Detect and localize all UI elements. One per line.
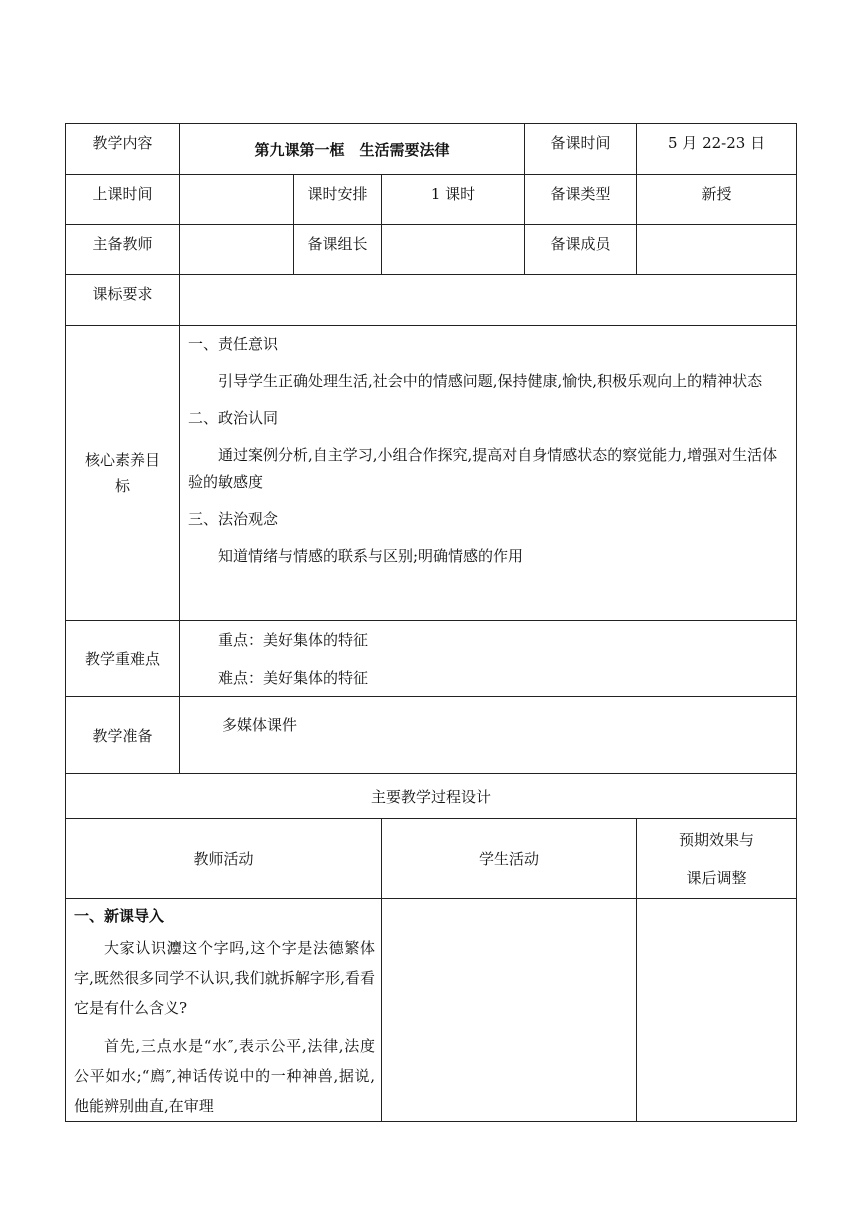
core-heading-2: 二、政治认同	[188, 409, 279, 427]
effect-cell	[637, 899, 797, 1122]
focus-text: 重点：美好集体的特征	[218, 631, 369, 649]
teacher-activity-cell	[66, 899, 382, 1122]
key-points-label: 教学重难点	[66, 621, 180, 697]
core-heading-3: 三、法治观念	[188, 510, 279, 528]
members-label: 备课成员	[525, 225, 637, 275]
members-value	[637, 225, 797, 275]
class-time-value	[180, 175, 294, 225]
content-value: 第九课第一框 生活需要法律	[180, 124, 525, 175]
row-standards	[66, 275, 797, 326]
key-points-content	[180, 621, 797, 697]
row-process-title	[66, 774, 797, 819]
row-content	[66, 124, 797, 175]
preparation-label: 教学准备	[66, 697, 180, 774]
core-heading-1: 一、责任意识	[188, 335, 279, 353]
core-content	[180, 326, 797, 621]
row-staff	[66, 225, 797, 275]
teacher-activity-header: 教师活动	[66, 819, 382, 899]
hours-value: 1 课时	[382, 175, 525, 225]
effect-header-line2: 课后调整	[686, 868, 747, 887]
lesson-para-2: 首先,三点水是“水″,表示公平,法律,法度公平如水;“廌″,神话传说中的一种神兽,据说,他能辨别曲直,在审理	[74, 1037, 375, 1115]
preparation-value: 多媒体课件	[180, 697, 797, 774]
standards-label: 课标要求	[66, 275, 180, 326]
class-time-label: 上课时间	[66, 175, 180, 225]
row-preparation	[66, 697, 797, 774]
prep-type-label: 备课类型	[525, 175, 637, 225]
lesson-heading: 一、新课导入	[74, 907, 165, 925]
student-activity-cell	[382, 899, 637, 1122]
hours-label: 课时安排	[294, 175, 382, 225]
group-leader-label: 备课组长	[294, 225, 382, 275]
core-body-2: 通过案例分析,自主学习,小组合作探究,提高对自身情感状态的察觉能力,增强对生活体验的敏感度	[188, 446, 778, 491]
core-body-1: 引导学生正确处理生活,社会中的情感问题,保持健康,愉快,积极乐观向上的精神状态	[218, 372, 763, 390]
standards-value	[180, 275, 797, 326]
content-label: 教学内容	[66, 124, 180, 175]
effect-header	[637, 819, 797, 899]
row-lesson	[66, 899, 797, 1122]
difficulty-text: 难点：美好集体的特征	[218, 669, 369, 687]
process-title: 主要教学过程设计	[66, 774, 797, 819]
group-leader-value	[382, 225, 525, 275]
prep-time-value: 5 月 22-23 日	[637, 124, 797, 175]
lesson-plan-table	[65, 123, 797, 1122]
student-activity-header: 学生活动	[382, 819, 637, 899]
row-key-points	[66, 621, 797, 697]
lead-teacher-value	[180, 225, 294, 275]
core-label: 核心素养目标	[66, 326, 180, 621]
effect-header-line1: 预期效果与	[679, 830, 755, 849]
prep-time-label: 备课时间	[525, 124, 637, 175]
core-body-3: 知道情绪与情感的联系与区别;明确情感的作用	[218, 547, 524, 565]
prep-type-value: 新授	[637, 175, 797, 225]
row-process-header	[66, 819, 797, 899]
lesson-para-1: 大家认识灋这个字吗,这个字是法德繁体字,既然很多同学不认识,我们就拆解字形,看看它是有什么含义?	[74, 939, 375, 1017]
row-schedule	[66, 175, 797, 225]
lead-teacher-label: 主备教师	[66, 225, 180, 275]
row-core-goals	[66, 326, 797, 621]
